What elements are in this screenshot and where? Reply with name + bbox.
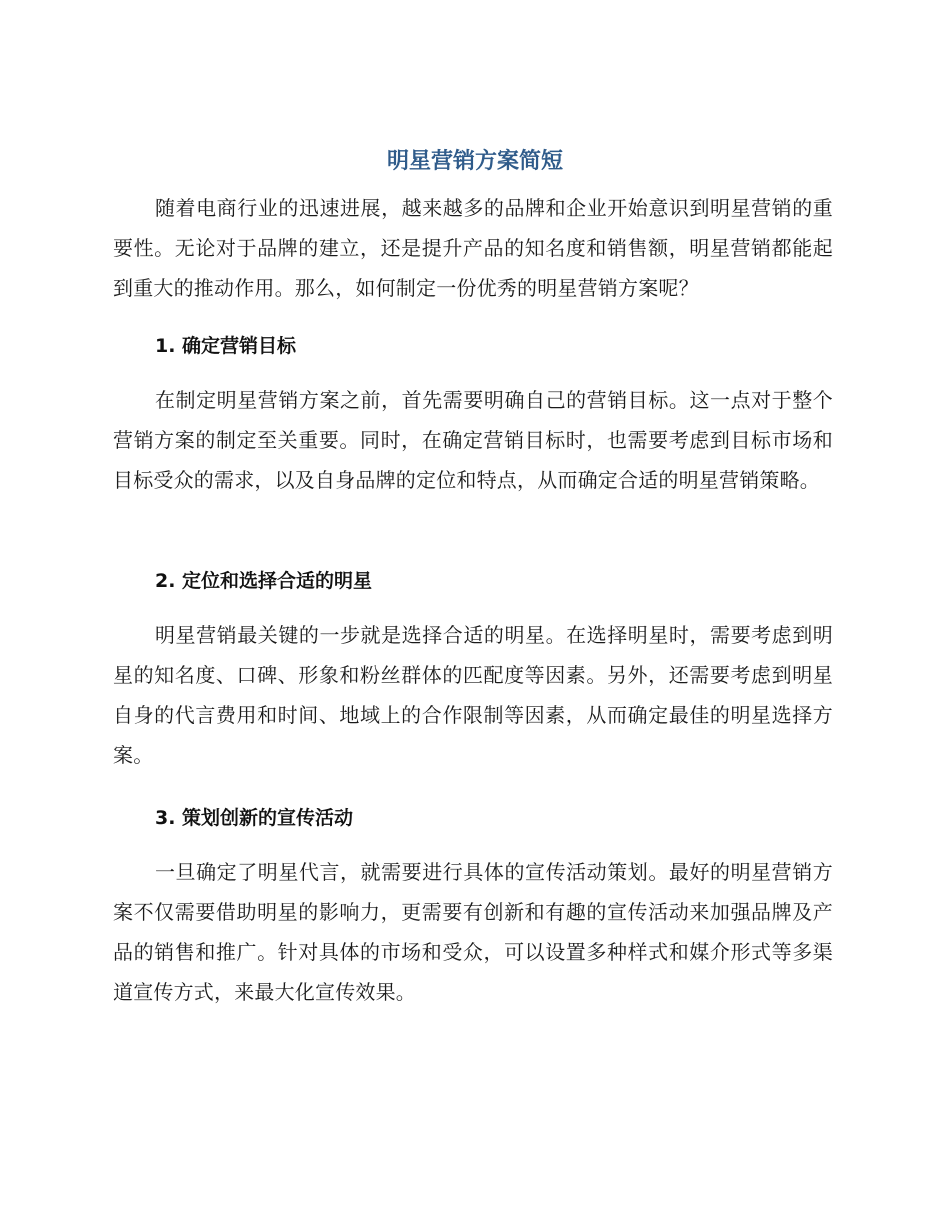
section-heading-3: 3. 策划创新的宣传活动 xyxy=(155,807,354,829)
intro-paragraph: 随着电商行业的迅速进展，越来越多的品牌和企业开始意识到明星营销的重要性。无论对于品牌的建立，还是提升产品的知名度和销售额，明星营销都能起到重大的推动作用。那么，如何制定一份优秀的明星营销方案呢？ xyxy=(113,196,833,300)
section-heading-1: 1. 确定营销目标 xyxy=(155,335,297,357)
section-body-3: 一旦确定了明星代言，就需要进行具体的宣传活动策划。最好的明星营销方案不仅需要借助明星的影响力，更需要有创新和有趣的宣传活动来加强品牌及产品的销售和推广。针对具体的市场和受众，可以设置多种样式和媒介形式等多渠道宣传方式，来最大化宣传效果。 xyxy=(113,860,833,1004)
section-heading-2: 2. 定位和选择合适的明星 xyxy=(155,570,373,592)
section-body-1: 在制定明星营销方案之前，首先需要明确自己的营销目标。这一点对于整个营销方案的制定至关重要。同时，在确定营销目标时，也需要考虑到目标市场和目标受众的需求，以及自身品牌的定位和特点，从而确定合适的明星营销策略。 xyxy=(113,388,833,492)
section-body-2: 明星营销最关键的一步就是选择合适的明星。在选择明星时，需要考虑到明星的知名度、口碑、形象和粉丝群体的匹配度等因素。另外，还需要考虑到明星自身的代言费用和时间、地域上的合作限制等因素，从而确定最佳的明星选择方案。 xyxy=(113,623,833,767)
document-title: 明星营销方案简短 xyxy=(386,149,563,174)
